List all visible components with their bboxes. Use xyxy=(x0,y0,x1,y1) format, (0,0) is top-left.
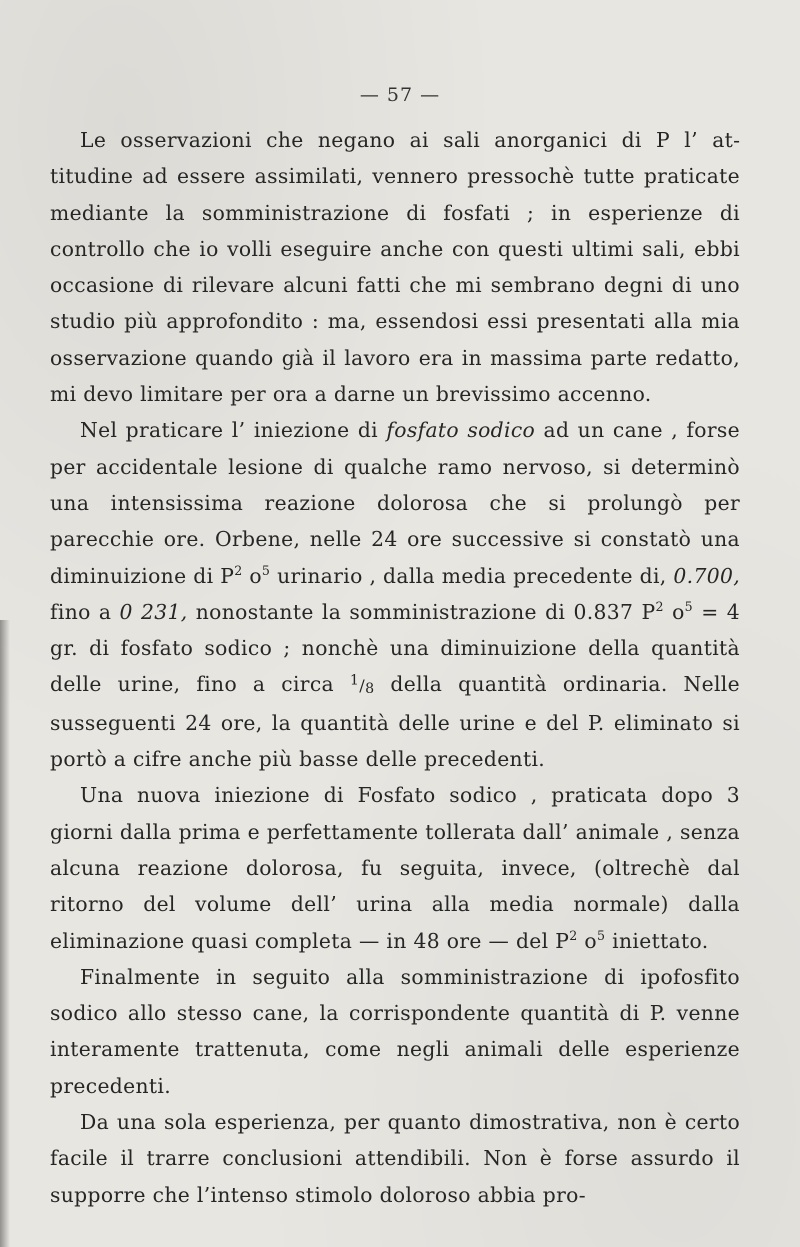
fraction-numerator: 1 xyxy=(349,673,360,690)
italic-value: 0.700, xyxy=(673,563,740,588)
binding-shadow xyxy=(0,620,10,1247)
body-text xyxy=(50,122,740,1213)
paragraph-1: Le osservazioni che negano ai sali anorganici di P l’ attitudine ad essere assimilati, vennero pressochè tutte praticate mediante la somministrazione di fosfati ; in esperienze di controllo che io volli eseguire anche con questi ultimi sali, ebbi occasione di rilevare alcuni fatti che mi sembrano degni di uno studio più approfondito : ma, essendosi essi presentati alla mia osservazione quando già il lavoro era in massima parte redatto, mi devo limitare per ora a darne un brevissimo accenno. xyxy=(50,128,740,407)
fraction-denominator: 8 xyxy=(365,681,375,698)
paragraph-5: Da una sola esperienza, per quanto dimostrativa, non è certo facile il trarre conclusioni attendibili. Non è forse assurdo il supporre che l’intenso stimolo doloroso abbia pro- xyxy=(50,1110,740,1207)
italic-term: fosfato sodico xyxy=(386,418,536,443)
paragraph-3: Una nuova iniezione di Fosfato sodico , praticata dopo 3 giorni dalla prima e perfettamente tollerata dall’ animale , senza alcuna reazione dolorosa, fu seguita, invece, (oltrechè dal ritorno del volume dell’ urina alla media normale) dalla eliminazione quasi completa — in 48 ore — del $P^2$ $o^5$ iniettato. xyxy=(50,783,740,953)
italic-value: 0 231, xyxy=(119,599,188,624)
paragraph-2: Nel praticare l’ iniezione di fosfato sodico ad un cane , forse per accidentale lesione di qualche ramo nervoso, si determinò una intensissima reazione dolorosa che si prolungò per parecchie ore. Orbene, nelle 24 ore successive si constatò una diminuizione di $P^2$ $o^5$ urinario , dalla media precedente di, 0.700, fino a 0 231, nonostante la somministrazione di 0.837 $P^2$ $o^5 = 4$ gr. di fosfato sodico ; nonchè una diminuizione della quantità delle urine, fino a circa $^1$/8 della quantità ordinaria. Nelle susseguenti 24 ore, la quantità delle urine e del P. eliminato si portò a cifre anche più basse delle precedenti. xyxy=(50,418,741,772)
page-number: — 57 — xyxy=(359,84,441,106)
paragraph-4: Finalmente in seguito alla somministrazione di ipofosfito sodico allo stesso cane, la corrispondente quantità di P. venne interamente trattenuta, come negli animali delle esperienze precedenti. xyxy=(50,964,740,1098)
